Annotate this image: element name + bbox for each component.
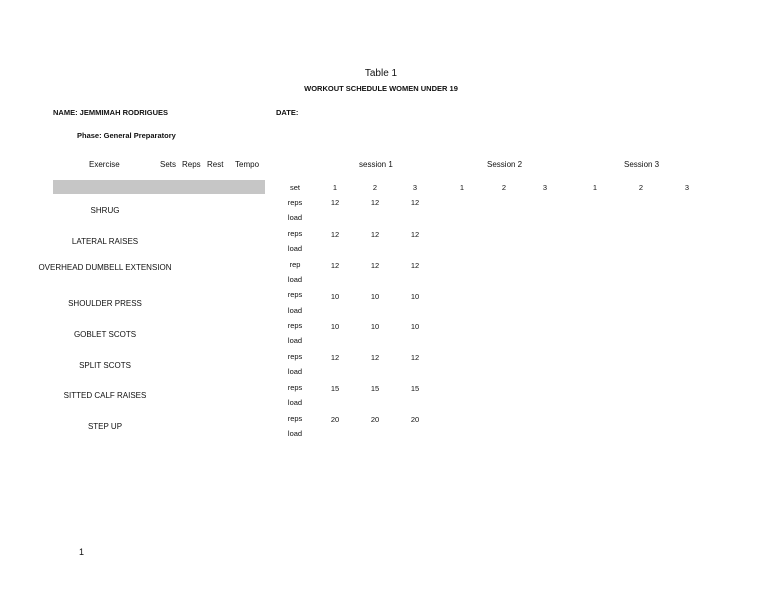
header-exercise: Exercise [89,160,120,169]
reps-value: 15 [370,384,380,393]
session-1-set-3: 3 [412,183,418,192]
reps-value: 12 [410,353,420,362]
reps-value: 15 [330,384,340,393]
load-label: load [287,336,303,345]
reps-value: 20 [410,415,420,424]
exercise-name: GOBLET SCOTS [73,330,137,339]
header-session-1: session 1 [359,160,393,169]
header-sets: Sets [160,160,177,169]
shaded-header-bar [53,180,265,194]
reps-value: 12 [370,230,380,239]
reps-value: 12 [370,198,380,207]
reps-label: reps [287,383,303,392]
reps-value: 10 [330,292,340,301]
exercise-name: SPLIT SCOTS [79,361,131,370]
reps-value: 12 [330,198,340,207]
reps-value: 12 [410,261,420,270]
reps-value: 10 [330,322,340,331]
load-label: load [287,398,303,407]
schedule-subtitle: WORKOUT SCHEDULE WOMEN UNDER 19 [304,84,458,93]
page-number: 1 [79,547,85,557]
reps-value: 12 [330,353,340,362]
reps-value: 10 [370,322,380,331]
reps-label: reps [287,321,303,330]
reps-value: 12 [330,230,340,239]
exercise-name: SHOULDER PRESS [68,299,142,308]
reps-value: 10 [410,292,420,301]
exercise-name: LATERAL RAISES [71,237,139,246]
reps-label: reps [287,229,303,238]
exercise-name: STEP UP [87,422,123,431]
reps-label: reps [287,352,303,361]
session-1-set-2: 2 [372,183,378,192]
header-session-3: Session 3 [624,160,660,169]
load-label: load [287,244,303,253]
exercise-name: SITTED CALF RAISES [63,391,147,400]
reps-value: 15 [410,384,420,393]
reps-label: reps [287,198,303,207]
load-label: load [287,306,303,315]
reps-value: 12 [410,230,420,239]
reps-label: reps [287,290,303,299]
header-reps: Reps [182,160,201,169]
session-3-set-3: 3 [684,183,690,192]
reps-value: 10 [410,322,420,331]
reps-value: 12 [330,261,340,270]
header-rest: Rest [207,160,224,169]
session-3-set-2: 2 [638,183,644,192]
table-title: Table 1 [364,68,398,79]
name-line: NAME: JEMMIMAH RODRIGUES [53,108,169,117]
exercise-name: SHRUG [90,206,120,215]
load-label: load [287,275,303,284]
reps-value: 10 [370,292,380,301]
session-1-set-1: 1 [332,183,338,192]
phase-line: Phase: General Preparatory [77,131,176,140]
header-tempo: Tempo [235,160,260,169]
header-session-2: Session 2 [487,160,523,169]
reps-value: 12 [370,261,380,270]
exercise-name: OVERHEAD DUMBELL EXTENSION [38,263,172,272]
load-label: load [287,429,303,438]
session-2-set-2: 2 [501,183,507,192]
reps-value: 12 [370,353,380,362]
session-2-set-1: 1 [459,183,465,192]
reps-value: 20 [330,415,340,424]
reps-value: 20 [370,415,380,424]
set-label: set [289,183,300,192]
date-line: DATE: [276,108,299,117]
session-3-set-1: 1 [592,183,598,192]
reps-label: reps [287,414,303,423]
load-label: load [287,367,303,376]
load-label: load [287,213,303,222]
session-2-set-3: 3 [542,183,548,192]
reps-value: 12 [410,198,420,207]
reps-label: rep [289,260,301,269]
